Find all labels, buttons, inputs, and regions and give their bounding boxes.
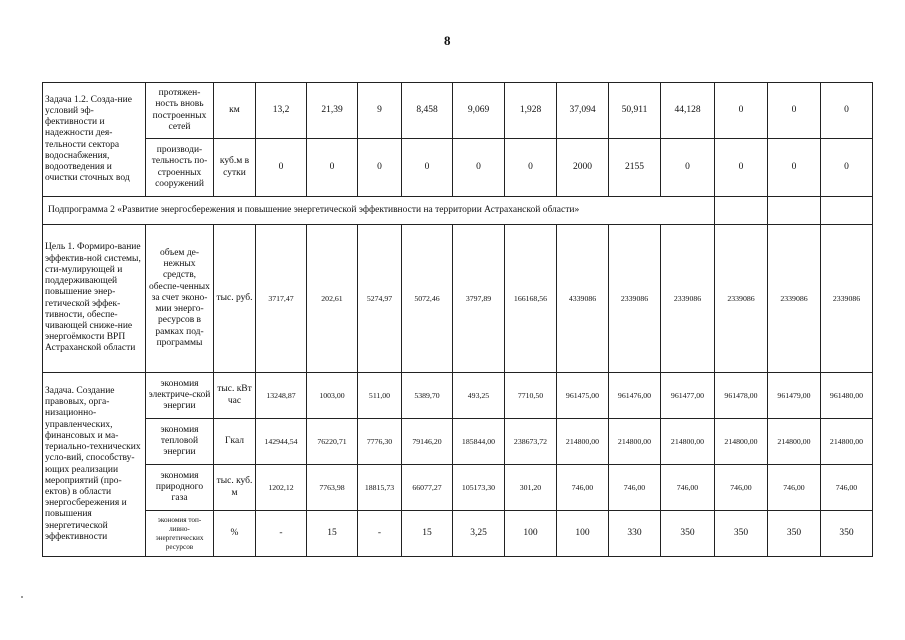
value-cell: 214800,00	[821, 419, 873, 465]
value-cell: 166168,56	[505, 225, 557, 373]
value-cell: 214800,00	[609, 419, 661, 465]
table-row	[43, 83, 873, 139]
unit-cell: км	[214, 83, 256, 139]
table-row	[43, 373, 873, 419]
value-cell: 0	[821, 139, 873, 197]
value-cell: 0	[661, 139, 715, 197]
value-cell: 0	[453, 139, 505, 197]
value-cell: 746,00	[715, 465, 768, 511]
value-cell: 961477,00	[661, 373, 715, 419]
value-cell: 746,00	[821, 465, 873, 511]
value-cell: 214800,00	[715, 419, 768, 465]
goal-cell: Цель 1. Формиро-вание эффектив-ной системы, сти-мулирующей и поддерживающей повышение энер-гетической эффек-тивности, обеспе-чивающей сниже-ние энергоёмкости ВРП Астраханской области	[43, 225, 146, 373]
subprogram-title: Подпрограмма 2 «Развитие энергосбережения и повышение энергетической эффективности на территории Астраханской области»	[43, 197, 715, 225]
empty-cell	[715, 197, 768, 225]
value-cell: 350	[821, 511, 873, 557]
value-cell: 746,00	[768, 465, 821, 511]
value-cell: 15	[307, 511, 358, 557]
value-cell: 301,20	[505, 465, 557, 511]
indicator-name: экономия топ-ливно-энергетических ресурсов	[146, 511, 214, 557]
indicator-name: экономия тепловой энергии	[146, 419, 214, 465]
unit-cell: куб.м в сутки	[214, 139, 256, 197]
value-cell: 0	[821, 83, 873, 139]
value-cell: 511,00	[358, 373, 402, 419]
value-cell: 0	[768, 139, 821, 197]
value-cell: 746,00	[661, 465, 715, 511]
value-cell: 9	[358, 83, 402, 139]
task-cell: Задача 1.2. Созда-ние условий эф-фективности и надежности дея-тельности сектора водоснабжения, водоотведения и очистки сточных вод	[43, 83, 146, 197]
value-cell: 4339086	[557, 225, 609, 373]
value-cell: 13,2	[256, 83, 307, 139]
table-row	[43, 465, 873, 511]
unit-cell: Гкал	[214, 419, 256, 465]
value-cell: 0	[307, 139, 358, 197]
value-cell: 2339086	[715, 225, 768, 373]
value-cell: 350	[661, 511, 715, 557]
value-cell: 15	[402, 511, 453, 557]
value-cell: 5389,70	[402, 373, 453, 419]
value-cell: 0	[768, 83, 821, 139]
value-cell: 2339086	[768, 225, 821, 373]
value-cell: 746,00	[609, 465, 661, 511]
value-cell: 9,069	[453, 83, 505, 139]
value-cell: 0	[402, 139, 453, 197]
value-cell: 142944,54	[256, 419, 307, 465]
table-row	[43, 225, 873, 373]
value-cell: 961480,00	[821, 373, 873, 419]
value-cell: 2000	[557, 139, 609, 197]
table-row	[43, 139, 873, 197]
value-cell: 330	[609, 511, 661, 557]
task-cell: Задача. Создание правовых, орга-низационно-управленческих, финансовых и ма-териально-технических усло-вий, способству-ющих реализации мероприятий (про-ектов) в области энергосбережения и повышения энергетической эффективности	[43, 373, 146, 557]
unit-cell: тыс. куб. м	[214, 465, 256, 511]
value-cell: 0	[358, 139, 402, 197]
indicator-name: производи-тельность по-строенных сооружений	[146, 139, 214, 197]
unit-cell: тыс. кВт час	[214, 373, 256, 419]
value-cell: 5072,46	[402, 225, 453, 373]
empty-cell	[821, 197, 873, 225]
value-cell: 961475,00	[557, 373, 609, 419]
value-cell: 105173,30	[453, 465, 505, 511]
value-cell: 1,928	[505, 83, 557, 139]
scan-speck	[21, 596, 23, 598]
value-cell: 79146,20	[402, 419, 453, 465]
value-cell: 2155	[609, 139, 661, 197]
value-cell: 5274,97	[358, 225, 402, 373]
value-cell: 37,094	[557, 83, 609, 139]
value-cell: 961476,00	[609, 373, 661, 419]
value-cell: 21,39	[307, 83, 358, 139]
value-cell: 0	[256, 139, 307, 197]
value-cell: 8,458	[402, 83, 453, 139]
value-cell: 746,00	[557, 465, 609, 511]
value-cell: 0	[505, 139, 557, 197]
indicators-table	[42, 82, 873, 557]
value-cell: 2339086	[609, 225, 661, 373]
indicator-name: экономия электриче-ской энергии	[146, 373, 214, 419]
value-cell: 50,911	[609, 83, 661, 139]
empty-cell	[768, 197, 821, 225]
value-cell: 961479,00	[768, 373, 821, 419]
value-cell: 1003,00	[307, 373, 358, 419]
table-row	[43, 197, 873, 225]
value-cell: 214800,00	[661, 419, 715, 465]
value-cell: 2339086	[661, 225, 715, 373]
indicator-name: объем де-нежных средств, обеспе-ченных за счет эконо-мии энерго-ресурсов в рамках под-программы	[146, 225, 214, 373]
value-cell: 0	[715, 83, 768, 139]
value-cell: 185844,00	[453, 419, 505, 465]
value-cell: 7763,98	[307, 465, 358, 511]
value-cell: 493,25	[453, 373, 505, 419]
indicator-name: протяжен-ность вновь построенных сетей	[146, 83, 214, 139]
value-cell: 3717,47	[256, 225, 307, 373]
value-cell: -	[256, 511, 307, 557]
value-cell: -	[358, 511, 402, 557]
unit-cell: тыс. руб.	[214, 225, 256, 373]
page-number: 8	[444, 33, 451, 48]
value-cell: 350	[768, 511, 821, 557]
value-cell: 961478,00	[715, 373, 768, 419]
value-cell: 3,25	[453, 511, 505, 557]
value-cell: 238673,72	[505, 419, 557, 465]
value-cell: 2339086	[821, 225, 873, 373]
value-cell: 66077,27	[402, 465, 453, 511]
value-cell: 100	[505, 511, 557, 557]
value-cell: 3797,89	[453, 225, 505, 373]
value-cell: 202,61	[307, 225, 358, 373]
value-cell: 7776,30	[358, 419, 402, 465]
table-row	[43, 511, 873, 557]
unit-cell: %	[214, 511, 256, 557]
table-row	[43, 419, 873, 465]
value-cell: 18815,73	[358, 465, 402, 511]
value-cell: 1202,12	[256, 465, 307, 511]
value-cell: 214800,00	[557, 419, 609, 465]
indicator-name: экономия природного газа	[146, 465, 214, 511]
value-cell: 13248,87	[256, 373, 307, 419]
value-cell: 76220,71	[307, 419, 358, 465]
value-cell: 214800,00	[768, 419, 821, 465]
value-cell: 0	[715, 139, 768, 197]
value-cell: 44,128	[661, 83, 715, 139]
value-cell: 350	[715, 511, 768, 557]
value-cell: 7710,50	[505, 373, 557, 419]
value-cell: 100	[557, 511, 609, 557]
